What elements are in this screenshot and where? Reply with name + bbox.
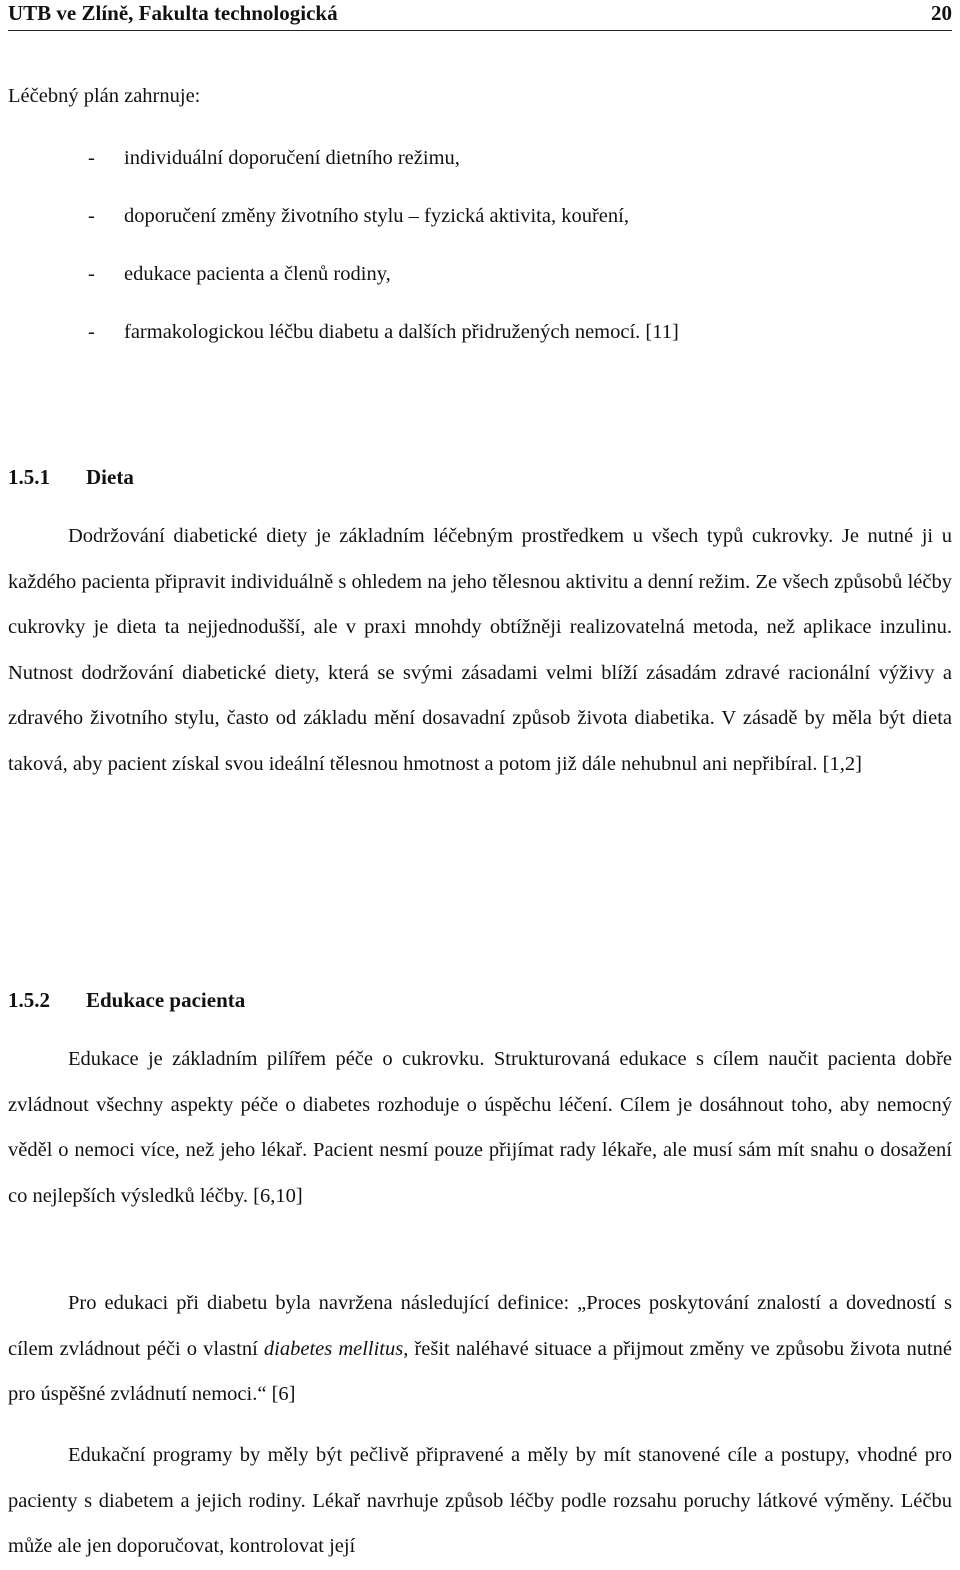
list-item-text: edukace pacienta a členů rodiny,: [124, 263, 391, 285]
section-number: 1.5.1: [8, 465, 50, 489]
paragraph-edukace-1: Edukace je základním pilířem péče o cukrovku. Strukturovaná edukace s cílem naučit pacienta dobře zvládnout všechny aspekty péče o diabetes rozhoduje o úspěchu léčení. Cílem je dosáhnout toho, aby nemocný věděl o nemoci více, než jeho lékař. Pacient nesmí pouze přijímat rady lékaře, ale musí sám mít snahu o dosažení co nejlepších výsledků léčby. [6,10]: [8, 1048, 952, 1207]
list-item: [8, 254, 952, 312]
paragraph-text: Pro edukaci při diabetu byla navržena následující definice: „Proces poskytování znalostí a dovedností s cílem zvládnout péči o vlastní: [8, 1292, 952, 1360]
section-number: 1.5.2: [8, 988, 50, 1012]
paragraph-edukace-2: [8, 1281, 952, 1418]
section-title: Edukace pacienta: [86, 988, 246, 1012]
section-title: Dieta: [86, 465, 134, 489]
list-marker: -: [88, 205, 95, 227]
header-title: UTB ve Zlíně, Fakulta technologická: [8, 1, 338, 25]
list-item: [8, 196, 952, 254]
paragraph-edukace-3: Edukační programy by měly být pečlivě připravené a měly by mít stanovené cíle a postupy, vhodné pro pacienty s diabetem a jejich rodiny. Lékař navrhuje způsob léčby podle rozsahu poruchy látkové výměny. Léčbu může ale jen doporučovat, kontrolovat její: [8, 1444, 952, 1558]
list-marker: -: [88, 147, 95, 169]
plan-list: [8, 138, 952, 370]
section-heading-edukace: [8, 985, 952, 1015]
list-marker: -: [88, 321, 95, 343]
list-item-text: doporučení změny životního stylu – fyzická aktivita, kouření,: [124, 205, 629, 227]
paragraph-text: , řešit naléhavé situace a přijmout změny ve způsobu života nutné pro úspěšné zvládnutí nemoci.“ [6]: [8, 1337, 952, 1406]
list-item: [8, 312, 952, 370]
list-item: [8, 138, 952, 196]
intro-text: Léčebný plán zahrnuje:: [8, 85, 201, 107]
paragraph-dieta: Dodržování diabetické diety je základním léčebným prostředkem u všech typů cukrovky. Je nutné ji u každého pacienta připravit individuálně s ohledem na jeho tělesnou aktivitu a denní režim. Ze všech způsobů léčby cukrovky je dieta ta nejjednodušší, ale v praxi mnohdy obtížněji realizovatelná metoda, než aplikace inzulinu. Nutnost dodržování diabetické diety, která se svými zásadami velmi blíží zásadám zdravé racionální výživy a zdravého životního stylu, často od základu mění dosavadní způsob života diabetika. V zásadě by měla být dieta taková, aby pacient získal svou ideální tělesnou hmotnost a potom již dále nehubnul ani nepřibíral. [1,2]: [8, 525, 952, 775]
section-heading-dieta: [8, 462, 952, 492]
page-number: 20: [931, 1, 952, 25]
list-item-text: farmakologickou léčbu diabetu a dalších přidružených nemocí. [11]: [124, 321, 679, 343]
italic-term: diabetes mellitus: [263, 1337, 404, 1360]
list-marker: -: [88, 263, 95, 285]
running-header: [8, 0, 952, 31]
list-item-text: individuální doporučení dietního režimu,: [124, 147, 460, 169]
